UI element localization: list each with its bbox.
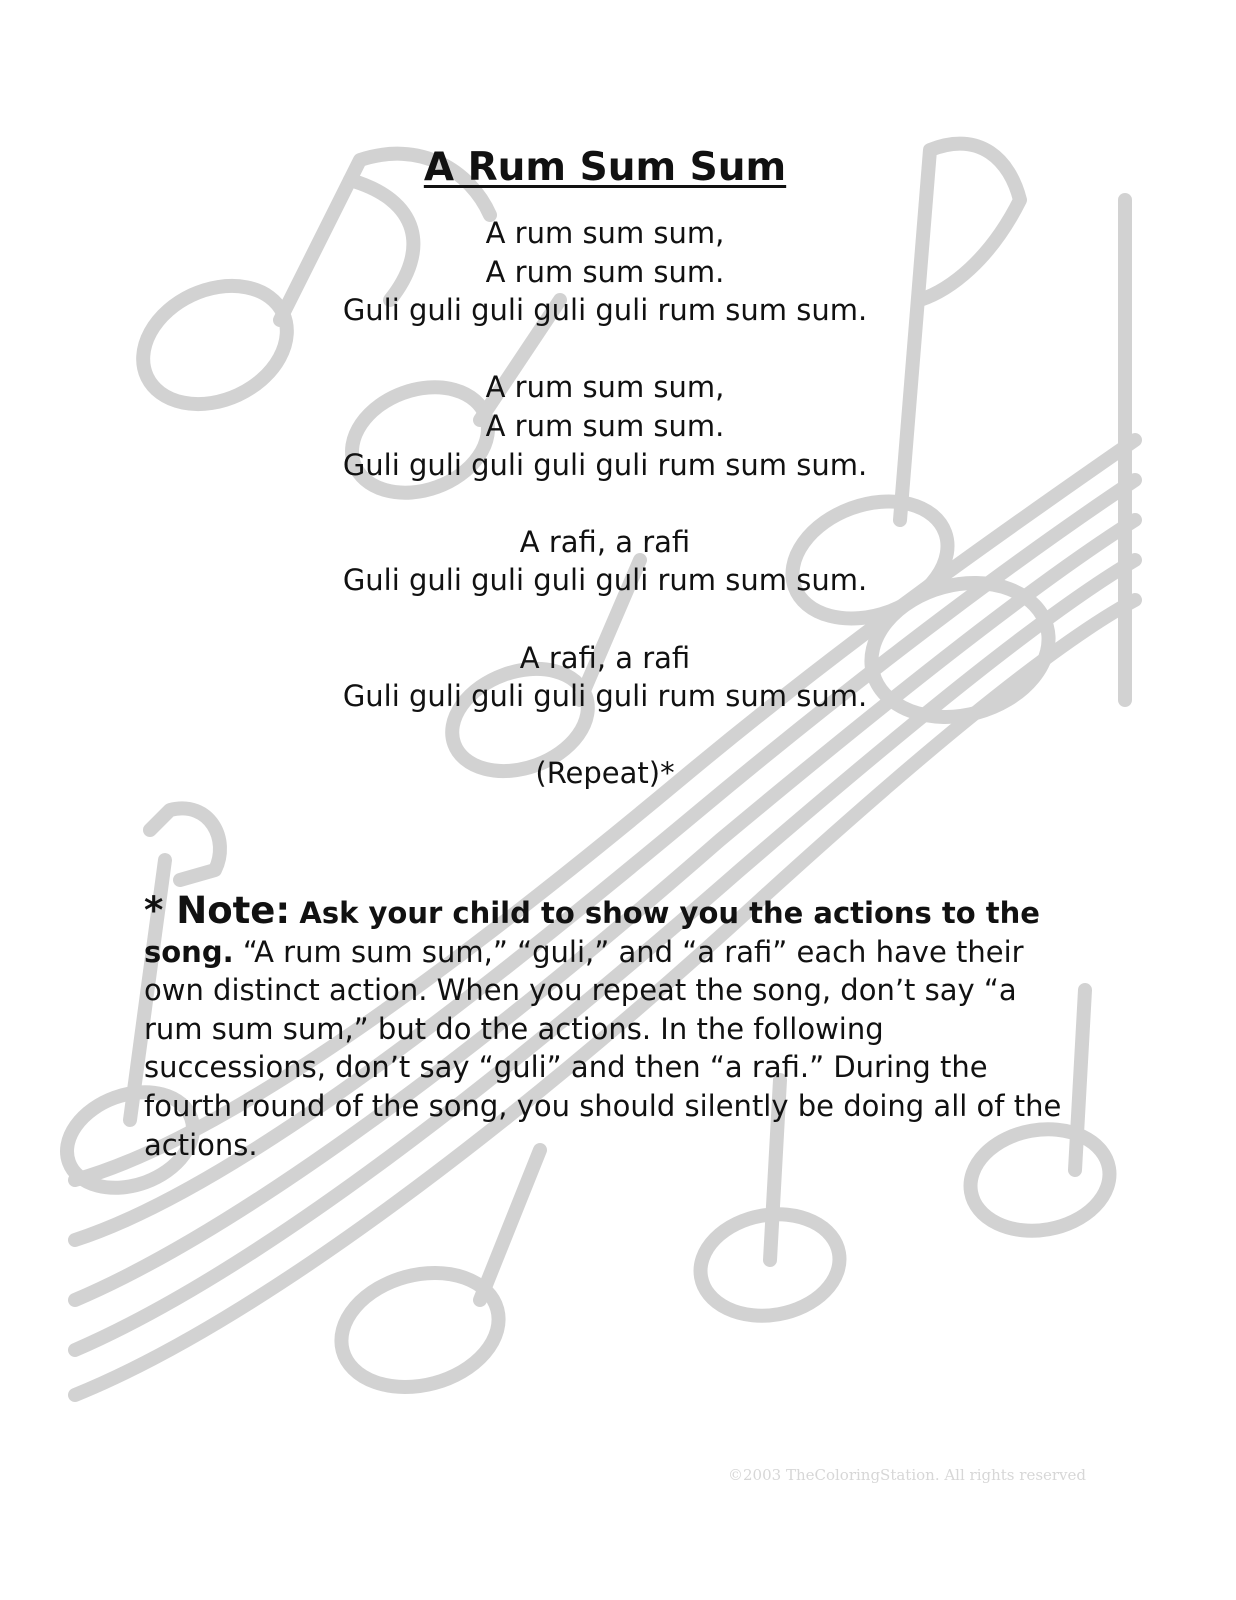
lyric-line: A rum sum sum, [485, 216, 725, 250]
repeat-instruction: (Repeat)* [535, 756, 675, 791]
stanza-3 [0, 523, 1210, 600]
stanza-2 [0, 368, 1210, 484]
stanza-1 [0, 214, 1210, 330]
lyric-line: A rum sum sum. [485, 408, 725, 443]
note-label: * Note: [144, 889, 291, 932]
stanza-4 [0, 639, 1210, 716]
lyric-line: A rum sum sum. [485, 254, 725, 289]
copyright-watermark: ©2003 TheColoringStation. All rights reserved [728, 1466, 1087, 1484]
lyric-line: Guli guli guli guli guli rum sum sum. [342, 679, 868, 714]
lyric-line: Guli guli guli guli guli rum sum sum. [342, 447, 868, 482]
note-paragraph [144, 889, 1064, 1164]
lyric-line: A rum sum sum, [485, 370, 725, 405]
lyric-line: A rafi, a rafi [519, 640, 691, 675]
lyric-line: A rafi, a rafi [519, 524, 691, 559]
song-title: A Rum Sum Sum [423, 145, 787, 190]
lyric-line: Guli guli guli guli guli rum sum sum. [342, 563, 868, 598]
lyric-line: Guli guli guli guli guli rum sum sum. [342, 293, 868, 328]
note-body: “A rum sum sum,” “guli,” and “a rafi” each have their own distinct action. When you repeat the song, don’t say “a rum sum sum,” but do the actions. In the following successions, don’t say “guli” and then “a rafi.” During the fourth round of the song, you should silently be doing all of the actions. [144, 934, 1062, 1162]
note-bold-text: Ask your child to show you the actions to the song. [144, 896, 1040, 969]
lyrics [0, 214, 1210, 793]
